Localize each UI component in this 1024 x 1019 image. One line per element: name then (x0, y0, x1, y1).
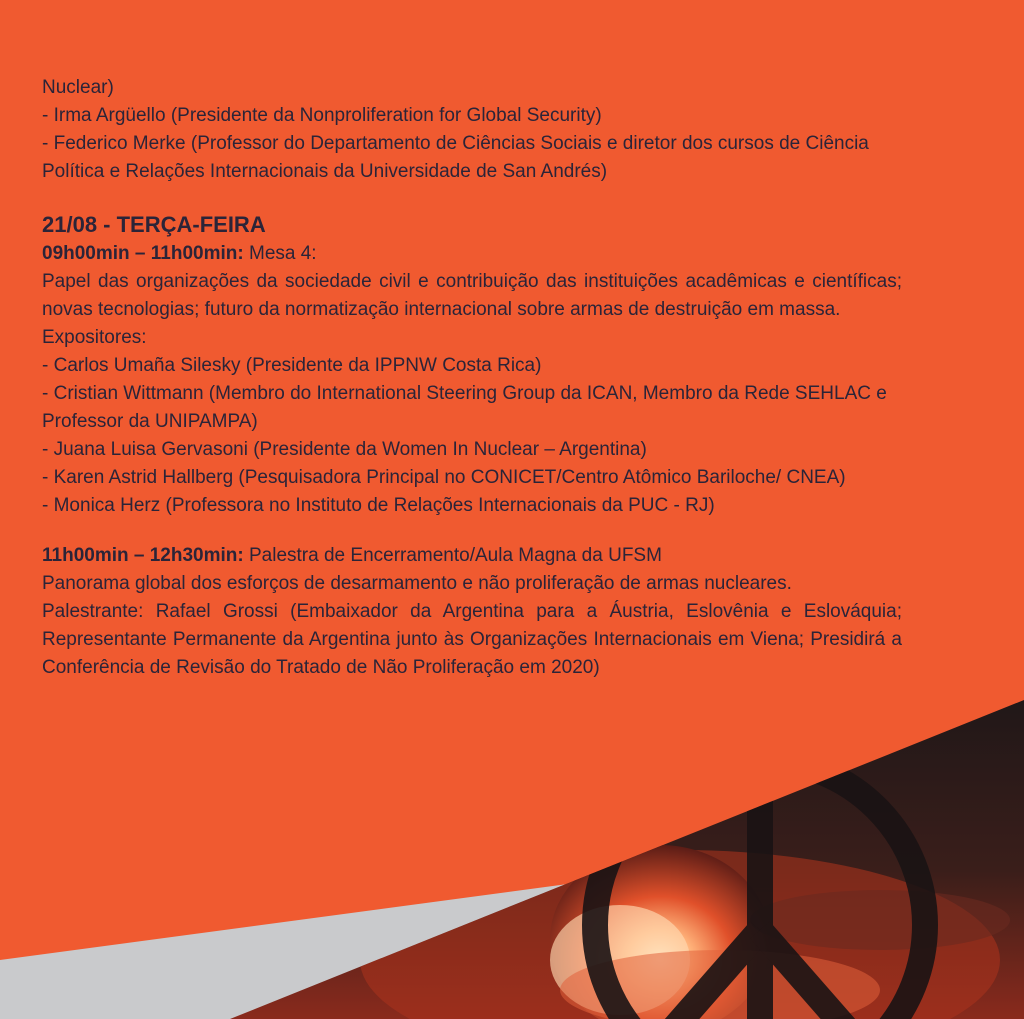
speaker-item: - Irma Argüello (Presidente da Nonproliferation for Global Security) (42, 105, 602, 126)
session-time: 09h00min – 11h00min: (42, 243, 244, 264)
spacer (42, 520, 902, 542)
session-speaker: Palestrante: Rafael Grossi (Embaixador da Argentina para a Áustria, Eslovênia e Eslováquia; Representante Permanente da Argentina junto às Organizações Internacionais em Viena; Presidirá a Conferência de Revisão do Tratado de Não Proliferação em 2020) (42, 601, 902, 678)
intro-line: Nuclear) (42, 77, 114, 98)
session-header (42, 542, 902, 570)
speakers-heading: Expositores: (42, 327, 147, 348)
session-topic: Panorama global dos esforços de desarmamento e não proliferação de armas nucleares. (42, 573, 792, 594)
spacer (42, 186, 902, 210)
day-heading: 21/08 - TERÇA-FEIRA (42, 212, 266, 237)
session-time: 11h00min – 12h30min: (42, 545, 244, 566)
session-header (42, 240, 902, 268)
speaker-item: - Federico Merke (Professor do Departamento de Ciências Sociais e diretor dos cursos de Ciência Política e Relações Internacionais da Universidade de San Andrés) (42, 133, 869, 182)
speaker-item: - Carlos Umaña Silesky (Presidente da IPPNW Costa Rica) (42, 355, 542, 376)
speaker-item: - Juana Luisa Gervasoni (Presidente da Women In Nuclear – Argentina) (42, 439, 647, 460)
speaker-item: - Monica Herz (Professora no Instituto de Relações Internacionais da PUC - RJ) (42, 495, 715, 516)
session-label: Palestra de Encerramento/Aula Magna da UFSM (243, 545, 662, 566)
session-description: Papel das organizações da sociedade civil e contribuição das instituições acadêmicas e científicas; novas tecnologias; futuro da normatização internacional sobre armas de destruição em massa. (42, 271, 902, 320)
program-text (42, 74, 902, 682)
speaker-item: - Cristian Wittmann (Membro do International Steering Group da ICAN, Membro da Rede SEHLAC e Professor da UNIPAMPA) (42, 383, 887, 432)
speaker-item: - Karen Astrid Hallberg (Pesquisadora Principal no CONICET/Centro Atômico Bariloche/ CNEA) (42, 467, 846, 488)
session-label: Mesa 4: (243, 243, 317, 264)
